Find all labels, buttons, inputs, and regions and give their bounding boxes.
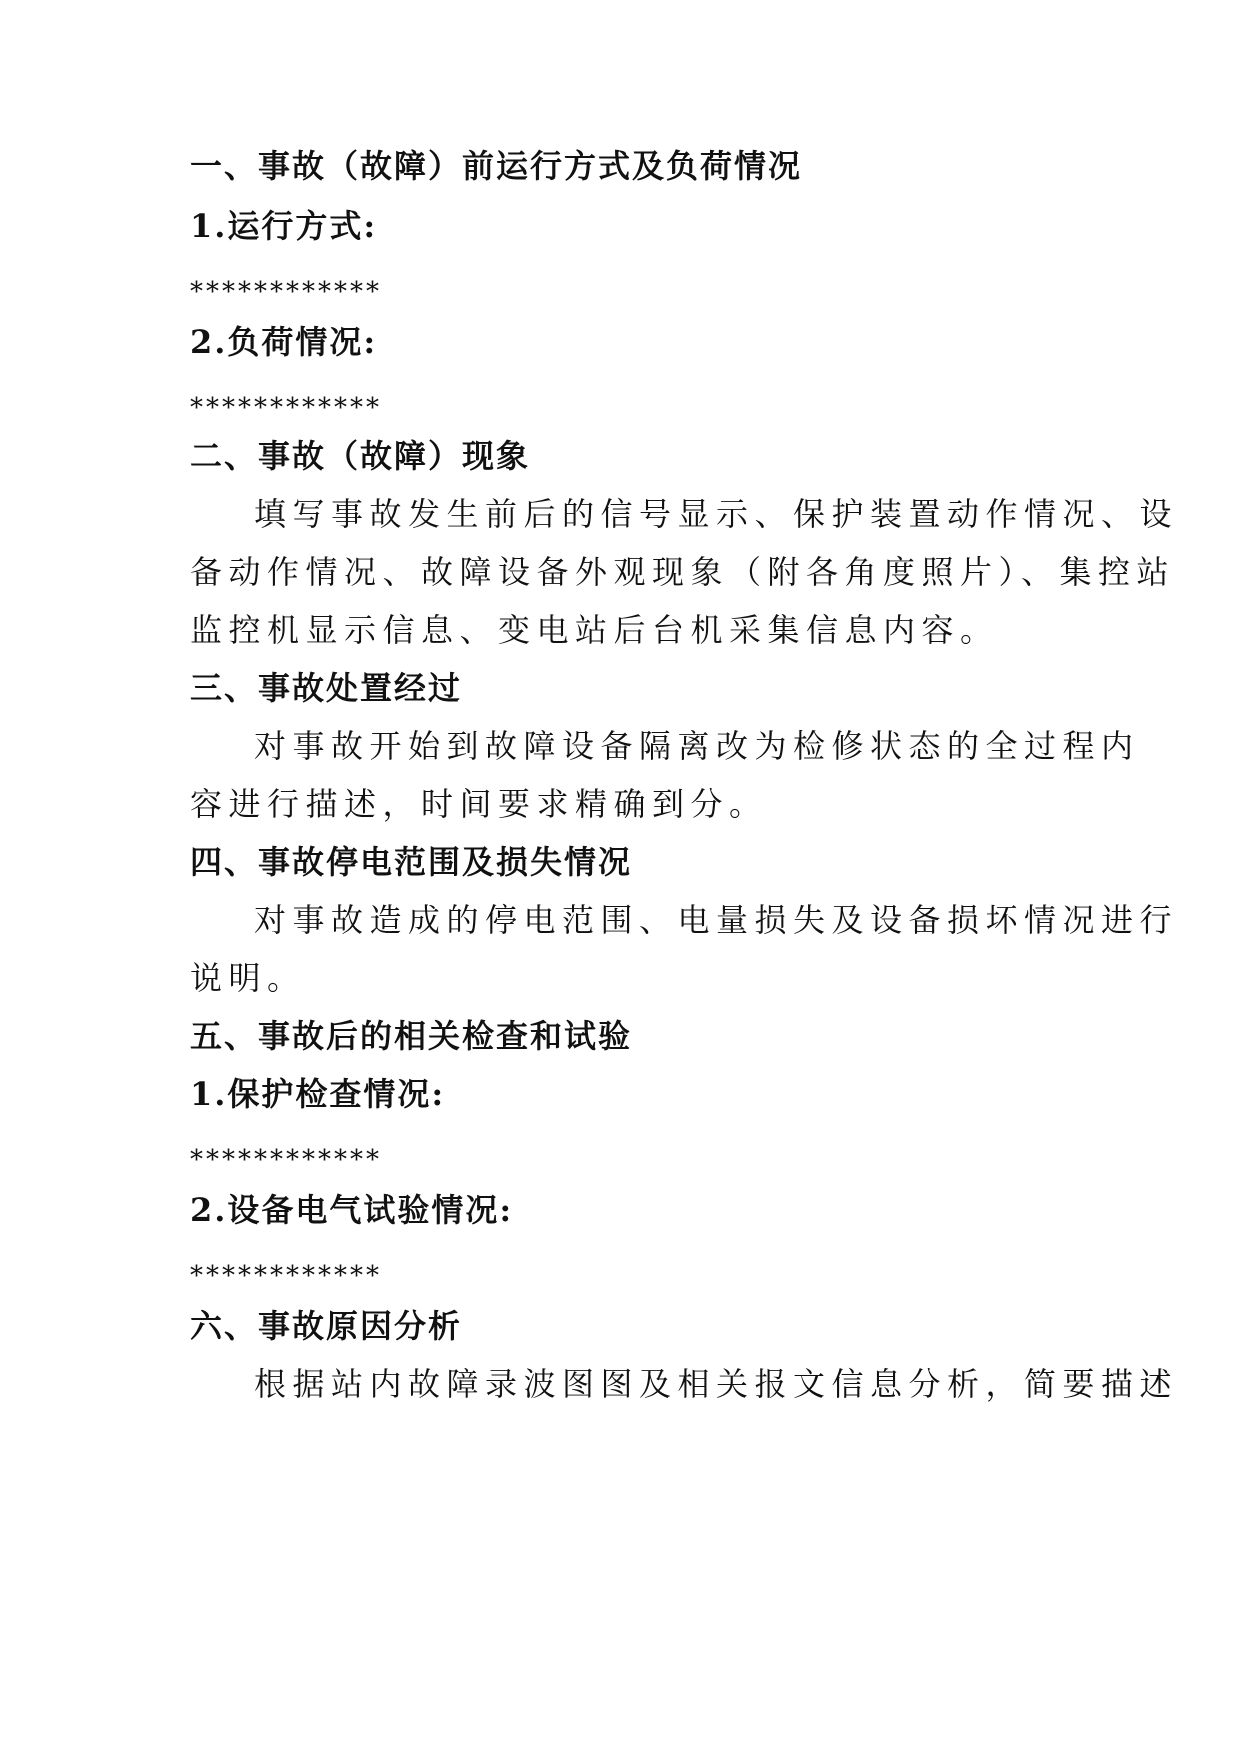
section-1-sub1-value: ************ <box>190 277 382 307</box>
section-5-sub2-value: ************ <box>190 1261 382 1291</box>
section-3-paragraph-line: 对事故开始到故障设备隔离改为检修状态的全过程内 <box>254 727 1140 765</box>
section-4-paragraph-line: 说明。 <box>190 959 306 997</box>
section-4-heading: 四、事故停电范围及损失情况 <box>190 843 633 881</box>
section-5-sub1-value: ************ <box>190 1145 382 1175</box>
section-2-paragraph-line: 监控机显示信息、变电站后台机采集信息内容。 <box>190 611 999 649</box>
section-1-sub2-value: ************ <box>190 393 382 423</box>
section-5-heading: 五、事故后的相关检查和试验 <box>190 1017 633 1055</box>
section-2-paragraph-line: 填写事故发生前后的信号显示、保护装置动作情况、设 <box>254 495 1179 533</box>
section-3-heading: 三、事故处置经过 <box>190 669 463 707</box>
section-5-sub1-label: 1.保护检查情况: <box>190 1075 446 1113</box>
section-1-sub2-label: 2.负荷情况: <box>190 323 378 361</box>
section-6-paragraph-line: 根据站内故障录波图图及相关报文信息分析，简要描述 <box>254 1365 1179 1403</box>
section-2-paragraph-line: 备动作情况、故障设备外观现象（附各角度照片）、集控站 <box>190 553 1176 591</box>
section-2-heading: 二、事故（故障）现象 <box>190 437 531 475</box>
section-4-paragraph-line: 对事故造成的停电范围、电量损失及设备损坏情况进行 <box>254 901 1179 939</box>
section-3-paragraph-line: 容进行描述，时间要求精确到分。 <box>190 785 768 823</box>
section-1-heading: 一、事故（故障）前运行方式及负荷情况 <box>190 147 803 185</box>
section-1-sub1-label: 1.运行方式: <box>190 207 378 245</box>
section-6-heading: 六、事故原因分析 <box>190 1307 463 1345</box>
section-5-sub2-label: 2.设备电气试验情况: <box>190 1191 514 1229</box>
